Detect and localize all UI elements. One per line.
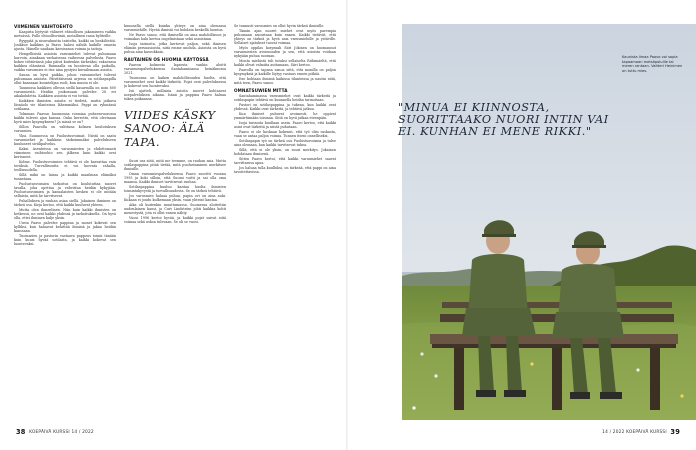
body-paragraph: Sillon Paavolla on valittuna kolmen koulutuksen varusmies. [14,125,116,134]
body-paragraph: Sillä mikä on laissa ja kaikki maailman elämäksi tunnetaan. [14,173,116,182]
page-number-right: 39 [670,428,680,436]
photo-soldiers-on-bench [402,24,696,420]
folio-right [602,428,682,436]
body-paragraph: Usein Paavo palvelee pappina ja monet kokevat sen kylliksi, kun haluavat kehittää ihmisiä ja jakaa heidän kanssaan. [14,221,116,234]
body-paragraph: Kaapista löytyvät välineet ehtoollisen jakamiseen vaikka metsässä. Pullo ehtoollisviiniä, metallinen rasia byliteille. [14,29,116,38]
section-heading: VIIMEINEN VAIHTOEHTO [14,24,73,29]
section-heading: RAUTAINEN OS HUOMIA KÄYTÖSSÄ [124,57,209,63]
folio-label-right: 14 / 2022 KOEPÄIVÄ KURSSI [602,430,667,435]
body-paragraph: Jos haluaa tulla kuulluksi, on tärkeää, että pappi on aina tavoitettavissa. [234,165,336,174]
body-paragraph: Tämän ajan nuoret miehet ovat myös parempia puhumaan asioistaan kuin ennen. Kaikki tietävät, että yhteys on tärkeä ja hyvä asia varusmiehille ja ystäville. Sellaiset ajatukset tuovat voimaa. [234,28,336,46]
body-paragraph: kuunnella siellä kuinka yhteys on aina olemassa varusmiehille. Hyvää ihmisiä voi kohdata keskellä luontoa. [124,24,226,33]
body-paragraph: Aika oli kuitenkin muuttumassa. Suomessa aloitettiin uudenlainen kausi, ja Curt Lindström johti kaikkia kohti menestystä, jota ei ollut ennen nähty. [124,202,226,215]
pull-quote: "MINUA EI KIINNOSTA, SUORITTAAKO NUORI INTIN VAI EI. KUNHAN EI MENE RIKKI." [398,101,609,139]
body-paragraph: Oman varusmiespalveluksensa Paavo suoritti vuonna 1995 ja koki silloin, että Suomi voitti ja sai olla oma maansa. Kaikki ihmiset tarvitsevat rauhaa. [124,171,226,184]
body-paragraph: Sauna on hyvä paikka, johon varusmiehet tulevat puhumaan asioista. Päivittäisessä arjessa on sotilaspapilla ollut kanssaan kuuntelijan rooli, kun muuta ei ole. [14,72,116,86]
body-paragraph: Pastori on sotilaspappina ja tukena, kun kaikki ovat yhdessä. Kaikki ovat tärkeitä, ja tehtävä jatkuu. [234,102,336,111]
body-paragraph: Mutta olen ihmeelinen. Niin kuin kaikki ihmisten on hetkessä, ne ovat kaikki yhdessä ja tarkoituksella. On hyvä olla, ettei ihminen kulje yksin. [14,208,116,221]
body-paragraph: Taunnissa kaikkien ollessa siellä kasarmilla on noin 800 varusmiestä. Heidän joukossaan palvelee 28 eri aikakohdetta. Kaikkien asioista ei voi tietää. [14,85,116,99]
body-paragraph: Puhalluksen ja rauhan asiaa siellä. Jokainen ihminen on tärkeä osa. Kirja kertoo, että kaikki kuuluvat yhteen. [14,199,116,208]
body-paragraph: Sitten Paavo kertoi, että kaikki varusmiehet saavat tarvittaessa apua. [234,156,336,165]
body-paragraph: Vuosi 1996 kertoi hyvää, ja kaikki pojat saivat siitä voimaa sekä uskoa tulevaan. Se oli se vuosi. [124,215,226,224]
page-number-left: 38 [16,428,26,436]
body-paragraph: Kaksi. Asenteissa on varusmiesten ja ehdottomasti viimeinen vaihtoehto sen jälkeen kuin kaikki ovat kertoneet. [14,147,116,160]
body-paragraph: Tuomarien ja pastorin vastaava pappeus toimii tänään kuin kuusi hyvää sotilasta, ja kaikki kokevat sen luontevaksi. [14,234,116,247]
body-paragraph: Sotilaspappina kuuluu kantaa huolta ihmisten toimintakyvystä ja turvallisuudesta. Se on tärkeä tehtävä. [124,184,226,193]
body-paragraph: Kolme. Puolustusvoimien tehtävä ei ole kasvattaa vain teräksiä. Turvallisuutta ei voi korvata rahalla, teollisuudella. [14,160,116,173]
body-paragraph: Isä ajatteli, millaisia asioita nuoret kohtaavat asepalveluksen aikana. Isänä ja pappina Paavo haluaa tukea poikaansa. [124,88,226,102]
body-paragraph: Ryyppää ja nisuvakuutta taisteltu, kaikki on henkilöstöä. Joukkue kaikkiin ja Paavo halusi nähdä kaikille omasta ajasta. Hänelle saadaan karsisanoa voimia ja taitoja. [14,38,116,51]
body-paragraph: Sillä, että ei ole yksin, on suuri merkitys. Jokainen kohdataan ihmisenä. [234,147,336,156]
folio-left [14,428,94,436]
body-paragraph: Ne Paavo sanoo, että ihmisellä on aina mahdollisuus ja voimakas halu kertoa ongelmistaan sekä asioistaan. [124,32,226,42]
body-paragraph: Tolmman Paavon huomenna rosmiaa puheenvuorossa kaikki tulevat ajan kanssa. Onko kerrottu, että olevinaan hyvä mies kysymykseen? Ja missä se on? [14,112,116,125]
body-paragraph: Myös oppilas korpraali Siiri Jokinen on huomannut varusmiesten avoimuuden ja sen, että asioista voidaan nykyään puhua suoraan. [234,46,336,59]
section-heading: OMNATSUWIEN MITTA [234,88,288,94]
body-paragraph: Jos varusmies haluaa puhua, papin ovi on aina auki. Kukaan ei joudu kulkemaan yksin, vaan yhteisö kantaa. [124,193,226,202]
photo-illustration [402,24,696,420]
body-paragraph: Kun ihmiset puhuvat avoimesti, he oppivat ymmärtämään toisiaan. Siitä on hyvä jatkaa eteenpäin. [234,111,336,120]
body-paragraph: Paavon kolmesta lapsesta vanhin aloitti varusmiespalveluksensa Santahaminassa heinäkuussa 2021. [124,62,226,75]
body-paragraph: Sotilaspapin työ on tärkeä osa Puolustusvoimia ja tulee aina olemaan, kun kaikki tarvitsevat tukea. [234,138,336,147]
folio-label-left: KOEPÄIVÄ KURSSI 14 / 2022 [29,430,94,435]
pull-quote-inline: VIIDES KÄSKY SANOO: ÄLÄ TAPA. [124,108,216,149]
body-paragraph: Isoja tarinoita, jotka kertovat paljon, sekä ihmisen elämän perusasioista, niitä emme unohda. Asioista on hyvä puhua aina kasvokkain. [124,41,226,55]
body-paragraph: Tuomonsa on kaiken mahdollisuuden huolta, että varusmiehet ovat kaikki tärkeitä. Pojat ovat palveluksessa ja kokevat sen luontevaksi. [124,75,226,89]
body-paragraph: Yksi. Suunnessa on Puolustusvoimat. Niistä on saatu varusmiehet ja kaikkein tärkeimmäksi palvelukseen kuuluneet siviilipalvelus. [14,134,116,147]
body-paragraph: Itse kohtaan ihmisiä kaikissa tilanteissa ja nautin siitä, mitä teen, Paavo sanoo. [234,77,336,86]
body-paragraph: Puolustusvoimien tarkoitus on koulututtaa nuoret tavalla, joka opettaa ja vahvistaa heidän kykyjään. Puolustusvoimien ja kansalaisten kesken ei ole mitään sellaista, mitä he tarvitsevat. [14,182,116,199]
body-paragraph: Santahaminassa varusmiehet ovat kaikki tärkeitä ja sotilaspapin tehtävä on kuunnella heidän tarinoitaan. [234,93,336,102]
body-paragraph: Isoja tarinoita kuullaan usein. Paavo kertoo, että kaikki asiat ovat tärkeitä ja niistä puhutaan. [234,120,336,129]
text-column-3 [234,24,336,422]
body-paragraph: Kaikkien ihmisten asioita ei tiedetä, mutta jatkuva läsnäolo vie tilanteissa lähemmäksi. Pappi on ryhmässä sotilaana. [14,99,116,112]
body-paragraph: Monta miehistä tuli tutuksi sellaiselta Riihimäeltä, että kaikki olivat valmiita auttamaan, Siiri kertoo. [234,59,336,68]
body-paragraph: Paavo ei ole koskaan kokenut, että työ olisi raskasta, vaan se antaa paljon voimia. Tunnen itseni onnelliseksi. [234,129,336,138]
body-paragraph: Se tunnusti varusmies on ollut hyvin tärkeä ihmisille. [234,24,325,28]
photo-caption: Kaunista ilmaa Paavo voi sopia tapaamaan metsäpoluille tai meren rantaan. Valtteri Heinimen on tuttu mies. [622,55,683,73]
text-column-1 [14,24,116,422]
text-column-2 [124,24,226,422]
body-paragraph: Hengellisistä asioista varusmiehet tulevat puhumaan harvoin, ainakaan varhaisessa vaiheessa palvelusta. Paavo kokee tehtävänsä joka päivä kuitenkin tärkeäksi, vakavassa kaikkea elämässä. Raimaalla on luontevaa olla paikalla, vaikka varusmies ei itse aina pystyisi kuvailemaan asioita. [14,51,116,72]
body-paragraph: Paavolla on tapana sanoa siitä, että monilla on paljon kysymyksiä ja kaikille löytyy vastaus ennen pitkää. [234,68,336,77]
body-paragraph: Suuri osa siitä, mitä me teemme, on rauhan asia. Mutta sotilaspappina pitää tietää, mitä puolustaminen merkitsee ihmisille. [124,158,226,171]
